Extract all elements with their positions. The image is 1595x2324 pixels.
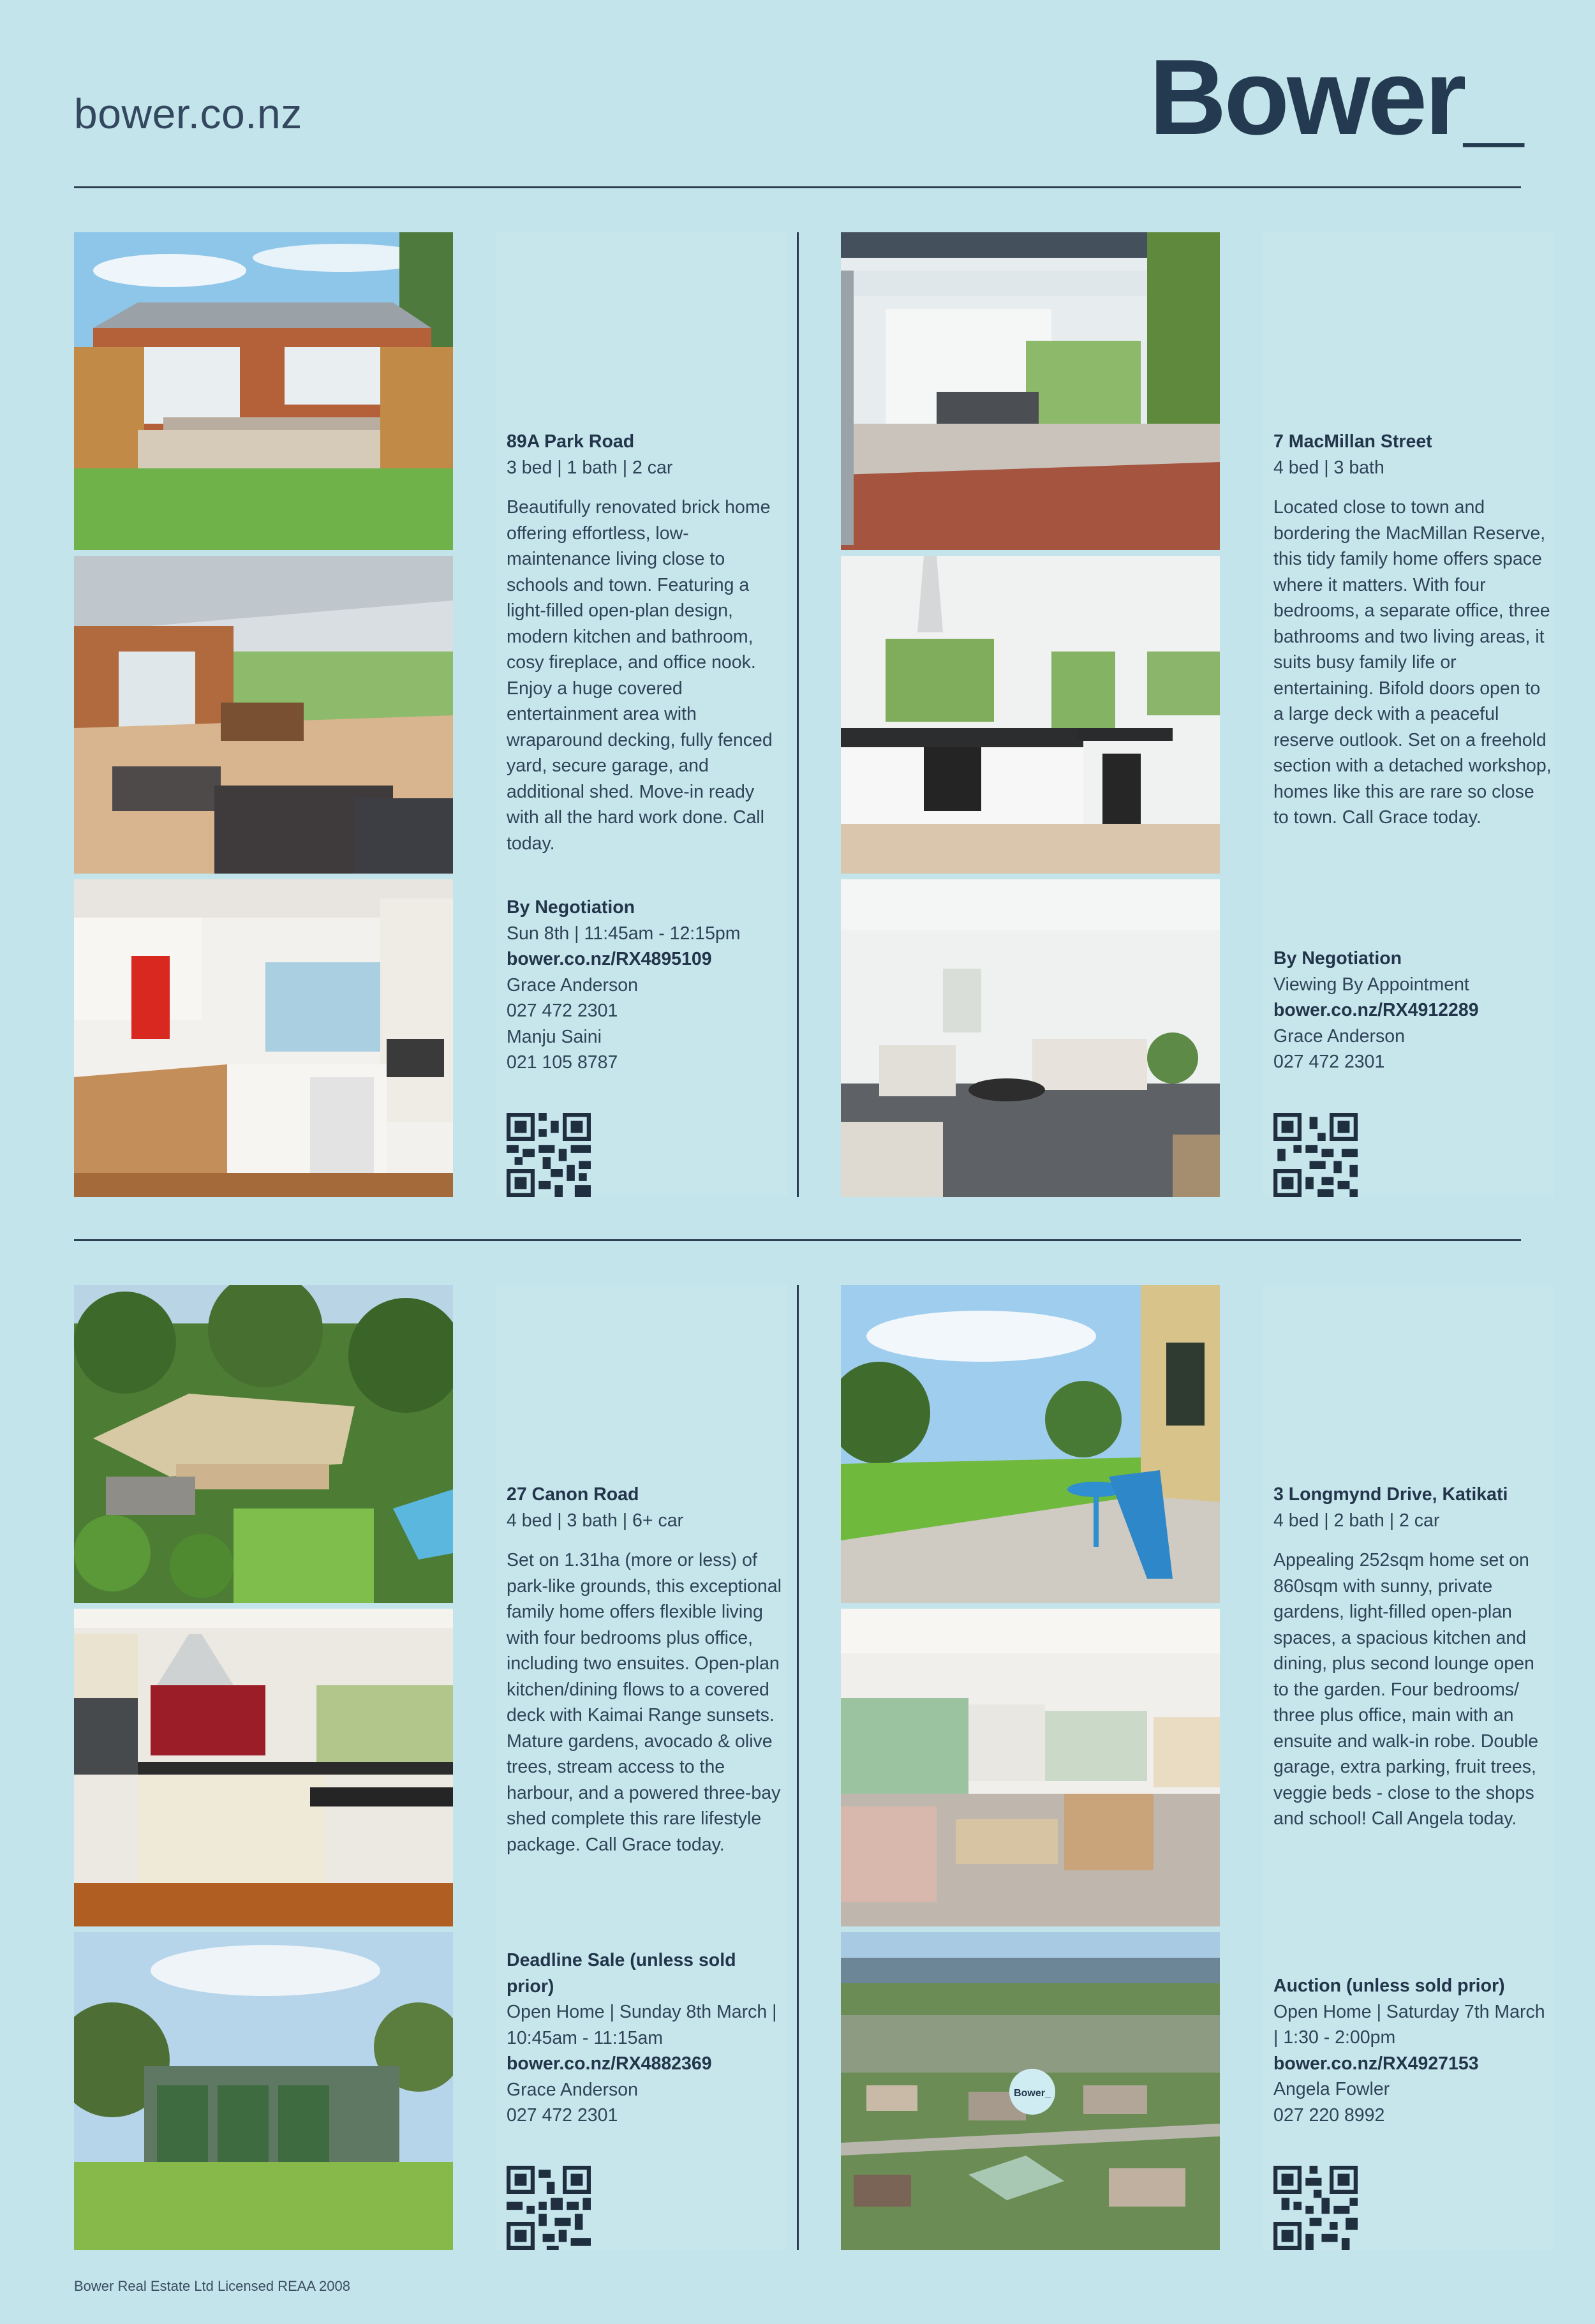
licence-footer: Bower Real Estate Ltd Licensed REAA 2008 bbox=[74, 2278, 350, 2294]
agent-phone[interactable]: 021 105 8787 bbox=[507, 1052, 618, 1073]
aerial-house-photo[interactable] bbox=[74, 1285, 453, 1603]
bower-logo: Bower_ bbox=[1149, 37, 1521, 157]
red-kitchen-photo[interactable] bbox=[74, 1609, 453, 1926]
qr-code[interactable] bbox=[507, 2166, 591, 2250]
listing-card[interactable] bbox=[74, 232, 787, 1197]
listing-viewing: Open Home | Sunday 8th March | 10:45am - 11:15am bbox=[507, 2002, 777, 2048]
garden-chairs-photo[interactable] bbox=[841, 1285, 1220, 1603]
listing-card[interactable] bbox=[841, 1285, 1554, 2250]
lounge-photo[interactable] bbox=[841, 1609, 1220, 1926]
map-badge: Bower_ bbox=[1014, 2088, 1051, 2099]
listing-price: Auction (unless sold prior) bbox=[1273, 1976, 1505, 1996]
listing-price: By Negotiation bbox=[507, 897, 635, 918]
listing-price: Deadline Sale (unless sold prior) bbox=[507, 1950, 736, 1997]
listing-description: Located close to town and bordering the MacMillan Reserve, this tidy family home offers space where it matters. With four bedrooms, a separate office, three bathrooms and two living areas, it suits busy family life or entertaining. Bifold doors open to a large deck with a peaceful reserve outlook. Set on a freehold section with a detached workshop, homes like this are rare so close to town. Call Grace today. bbox=[1273, 497, 1552, 828]
photo-column bbox=[74, 1285, 453, 2250]
listing-link[interactable]: bower.co.nz/RX4927153 bbox=[1273, 2053, 1479, 2074]
agent-phone[interactable]: 027 472 2301 bbox=[507, 1001, 618, 1021]
agent-phone[interactable]: 027 472 2301 bbox=[1273, 1052, 1385, 1072]
photo-column bbox=[841, 1285, 1220, 2250]
qr-code[interactable] bbox=[1273, 1113, 1358, 1197]
listing-link[interactable]: bower.co.nz/RX4895109 bbox=[507, 949, 712, 969]
listing-info bbox=[496, 232, 787, 1197]
photo-column bbox=[74, 232, 453, 1197]
listing-specs: 4 bed | 3 bath | 6+ car bbox=[507, 1510, 684, 1531]
agent-name: Grace Anderson bbox=[1273, 1025, 1405, 1047]
agent-phone[interactable]: 027 472 2301 bbox=[507, 2105, 618, 2126]
listing-address: 27 Canon Road bbox=[507, 1484, 639, 1505]
listing-viewing: Open Home | Saturday 7th March | 1:30 - 2:00pm bbox=[1273, 2001, 1545, 2048]
three-bay-shed-photo[interactable] bbox=[74, 1932, 453, 2250]
listing-link[interactable]: bower.co.nz/RX4912289 bbox=[1273, 1000, 1479, 1020]
listing-info bbox=[1263, 232, 1554, 1197]
middle-divider bbox=[74, 1239, 1521, 1241]
listing-description: Set on 1.31ha (more or less) of park-like grounds, this exceptional family home offers flexible living with four bedrooms plus office, including two ensuites. Open-plan kitchen/dining flows to a covered deck with Kaimai Range sunsets. Mature gardens, avocado & olive trees, stream access to the harbour, and a powered three-bay shed complete this rare lifestyle package. Call Grace today. bbox=[507, 1550, 782, 1855]
listing-description: Beautifully renovated brick home offering effortless, low-maintenance living close to schools and town. Featuring a light-filled open-plan design, modern kitchen and bathroom, cosy fireplace, and office nook. Enjoy a huge covered entertainment area with wraparound decking, fully fenced yard, secure garage, and additional shed. Move-in ready with all the hard work done. Call today. bbox=[507, 497, 773, 854]
kitchen-photo[interactable] bbox=[74, 879, 453, 1197]
agent-name: Angela Fowler bbox=[1273, 2079, 1390, 2099]
agent-name: Manju Saini bbox=[507, 1026, 602, 1047]
listing-specs: 4 bed | 2 bath | 2 car bbox=[1273, 1510, 1440, 1531]
listing-description: Appealing 252sqm home set on 860sqm with sunny, private gardens, light-filled open-plan spaces, a spacious kitchen and dining, plus second lounge open to the garden. Four bedrooms/ three plus office, main with an ensuite and walk-in robe. Double garage, extra parking, fruit trees, veggie beds - close to the shops and school! Call Angela today. bbox=[1273, 1550, 1539, 1829]
qr-code[interactable] bbox=[507, 1113, 591, 1197]
site-url[interactable]: bower.co.nz bbox=[74, 90, 302, 137]
header-divider bbox=[74, 186, 1521, 188]
listing-address: 89A Park Road bbox=[507, 431, 635, 452]
listing-address: 7 MacMillan Street bbox=[1273, 431, 1432, 452]
listing-specs: 3 bed | 1 bath | 2 car bbox=[507, 457, 673, 478]
photo-column bbox=[841, 232, 1220, 1197]
agent-name: Grace Anderson bbox=[507, 2079, 638, 2100]
column-divider-bottom bbox=[797, 1285, 799, 2250]
living-room-photo[interactable] bbox=[841, 879, 1220, 1197]
listing-card[interactable] bbox=[841, 232, 1554, 1197]
listing-info bbox=[1263, 1285, 1554, 2250]
bifold-deck-photo[interactable] bbox=[841, 232, 1220, 550]
listing-specs: 4 bed | 3 bath bbox=[1273, 457, 1384, 478]
column-divider-top bbox=[797, 232, 799, 1197]
listing-info bbox=[496, 1285, 787, 2250]
listing-card[interactable] bbox=[74, 1285, 787, 2250]
aerial-neighbourhood-photo[interactable] bbox=[841, 1932, 1220, 2250]
listing-price: By Negotiation bbox=[1273, 948, 1402, 969]
listing-viewing: Viewing By Appointment bbox=[1273, 974, 1469, 995]
listing-link[interactable]: bower.co.nz/RX4882369 bbox=[507, 2053, 712, 2074]
agent-name: Grace Anderson bbox=[507, 974, 638, 995]
listing-viewing: Sun 8th | 11:45am - 12:15pm bbox=[507, 923, 741, 944]
house-exterior-photo[interactable] bbox=[74, 232, 453, 550]
listing-address: 3 Longmynd Drive, Katikati bbox=[1273, 1484, 1508, 1505]
covered-deck-photo[interactable] bbox=[74, 556, 453, 874]
white-kitchen-photo[interactable] bbox=[841, 556, 1220, 874]
agent-phone[interactable]: 027 220 8992 bbox=[1273, 2104, 1385, 2126]
qr-code[interactable] bbox=[1273, 2166, 1358, 2250]
